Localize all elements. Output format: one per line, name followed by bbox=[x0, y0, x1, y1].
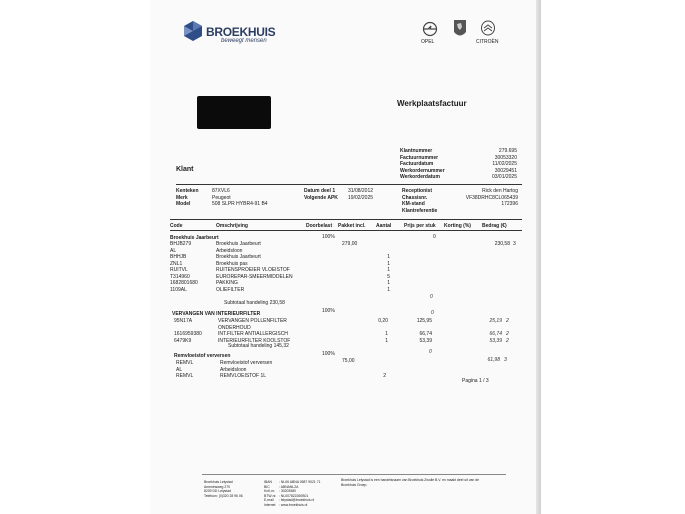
footer-bank-labels bbox=[264, 480, 276, 508]
vehicle-right-value bbox=[442, 208, 518, 215]
vehicle-label: Kenteken bbox=[176, 188, 199, 194]
col-korting: Korting (%) bbox=[444, 223, 471, 229]
meta-value: 11/02/2025 bbox=[492, 161, 517, 167]
divider bbox=[170, 219, 522, 220]
footer-address bbox=[204, 480, 243, 498]
footer-bank-label: Internet bbox=[264, 502, 276, 507]
vehicle-date-value: 31/08/2012 bbox=[348, 188, 374, 194]
vehicle-right-label: Receptionist bbox=[402, 188, 433, 194]
row-aantal: 1 bbox=[387, 254, 390, 260]
row-code: BHHJB bbox=[170, 254, 187, 260]
row-desc: INTERIEURFILTER KOOLSTOF bbox=[218, 337, 291, 344]
vehicle-right-value: Rick den Hartog bbox=[482, 188, 518, 194]
col-prijs: Prijs per stuk bbox=[404, 223, 436, 229]
row-desc: Broekhuis pas bbox=[216, 260, 248, 267]
row-bedrag: 53,39 bbox=[489, 337, 502, 344]
row-code: REMVL bbox=[176, 360, 194, 366]
row-code: AL bbox=[170, 247, 177, 254]
row-aantal: 2 bbox=[383, 373, 386, 379]
invoice-page bbox=[150, 0, 540, 514]
row-code: BHJB279 bbox=[170, 241, 192, 247]
footer-bank-value: : ABNANL2A bbox=[279, 484, 299, 489]
row-aantal: 0,20 bbox=[378, 318, 388, 324]
col-code: Code bbox=[170, 223, 183, 229]
row-flag: 2 bbox=[506, 318, 509, 324]
meta-label: Factuurnummer bbox=[400, 154, 439, 161]
opel-logo-icon bbox=[422, 21, 438, 37]
meta-value: 30053320 bbox=[494, 154, 517, 161]
section-codes bbox=[176, 360, 193, 380]
invoice-meta-labels bbox=[400, 148, 445, 181]
vehicle-date-label: Datum deel 1 bbox=[304, 188, 336, 194]
scan-edge bbox=[536, 0, 541, 514]
opel-label: OPEL bbox=[421, 39, 435, 45]
col-bedrag: Bedrag (€) bbox=[482, 223, 507, 229]
footer-bank-label: BIC bbox=[264, 484, 270, 489]
row-code: AL bbox=[176, 366, 183, 373]
brand-name: BROEKHUIS bbox=[206, 25, 276, 39]
footer-bank-value: : www.broekhuis.nl bbox=[279, 502, 308, 507]
section-descriptions bbox=[216, 241, 293, 293]
section-descriptions bbox=[218, 318, 290, 344]
row-desc: OLIEFILTER bbox=[216, 286, 245, 293]
row-aantal: 1 bbox=[385, 331, 388, 337]
section-korting: 0 bbox=[431, 310, 434, 316]
row-aantal: 1 bbox=[387, 286, 390, 293]
footer-bank-label: KvK-nr. bbox=[264, 489, 276, 494]
citroen-label: CITROËN bbox=[476, 39, 499, 45]
vehicle-value: 87XVL6 bbox=[212, 188, 230, 194]
vehicle-right-values bbox=[442, 188, 518, 214]
row-flag: 2 bbox=[506, 337, 509, 344]
vehicle-right-label: Chassisnr. bbox=[402, 194, 428, 201]
vehicle-right-value: VF38DRHC8CL065439 bbox=[465, 194, 518, 201]
row-aantal: 5 bbox=[387, 273, 390, 280]
meta-label: Werkorderdatum bbox=[400, 174, 440, 180]
row-prijs: 53,39 bbox=[419, 337, 432, 344]
col-aantal: Aantal bbox=[376, 223, 392, 229]
row-prijs: 125,95 bbox=[416, 318, 432, 324]
vehicle-date-values bbox=[348, 188, 373, 201]
footer-address-line: Ameninsweg 270 bbox=[204, 484, 231, 489]
vehicle-right-label: KM-stand bbox=[402, 201, 425, 207]
footer-bank-label: BTW-nr. bbox=[264, 493, 277, 498]
row-desc: Arbeidsloon bbox=[216, 247, 243, 254]
row-bedrag: 66,74 bbox=[489, 331, 502, 337]
section-doorbelast: 100% bbox=[322, 308, 335, 314]
row-flag: 3 bbox=[513, 241, 516, 247]
row-aantal: 1 bbox=[387, 260, 390, 267]
klant-label: Klant bbox=[176, 166, 194, 173]
section-aantal bbox=[370, 318, 388, 344]
section-korting: 0 bbox=[433, 234, 436, 240]
section-codes bbox=[170, 241, 198, 293]
meta-label: Werkordernummer bbox=[400, 167, 445, 174]
row-code: 1616959380 bbox=[174, 331, 202, 337]
vehicle-values bbox=[212, 188, 268, 208]
broekhuis-logo-icon bbox=[182, 20, 204, 42]
meta-value: 279.695 bbox=[498, 148, 517, 154]
vehicle-right-value: 172396 bbox=[501, 201, 518, 207]
meta-value: 30029451 bbox=[494, 167, 517, 174]
section-subtotal: Subtotaal handeling 145,32 bbox=[228, 343, 289, 349]
vehicle-date-value: 19/02/2025 bbox=[348, 194, 374, 201]
row-code: T314960 bbox=[170, 273, 190, 280]
row-bedrag: 61,98 bbox=[487, 357, 500, 363]
vehicle-labels bbox=[176, 188, 199, 208]
section-flags bbox=[506, 318, 509, 344]
section-aantal bbox=[376, 360, 386, 380]
row-desc: Remvloeistof verversen bbox=[220, 360, 273, 366]
row-desc: Broekhuis Jaarbeurt bbox=[216, 241, 261, 247]
vehicle-date-label: Volgende APK bbox=[304, 194, 338, 201]
row-bedrag: 230,58 bbox=[494, 241, 510, 247]
section-header: Broekhuis Jaarbeurt bbox=[170, 235, 219, 241]
section-prijs bbox=[404, 318, 432, 344]
meta-label: Factuurdatum bbox=[400, 161, 434, 167]
footer-address-line: 8239 DD Lelystad bbox=[204, 489, 231, 494]
peugeot-logo-icon bbox=[452, 18, 468, 40]
footer-bank-value: : lelystad@broekhuis.nl bbox=[279, 498, 315, 503]
vehicle-value: Peugeot bbox=[212, 194, 231, 201]
brand-tagline: beweegt mensen bbox=[221, 38, 267, 44]
invoice-meta-values bbox=[470, 148, 517, 181]
invoice-title: Werkplaatsfactuur bbox=[397, 99, 467, 108]
col-omschrijving: Omschrijving bbox=[216, 223, 248, 229]
section-korting: 0 bbox=[429, 349, 432, 355]
section-descriptions bbox=[220, 360, 272, 380]
footer-bank-label: IBAN bbox=[264, 480, 272, 484]
footer-bank-value: : NL007822260B01 bbox=[279, 493, 309, 498]
row-flag: 2 bbox=[506, 331, 509, 337]
vehicle-value: 508 SLPR HYBR4-91 B4 bbox=[212, 201, 268, 207]
section-header: VERVANGEN VAN INTERIEURFILTER bbox=[172, 311, 261, 317]
row-desc: REMVLOEISTOF 1L bbox=[220, 373, 267, 379]
footer-bank-value: : NL06 ABNA 0587 9021 71 bbox=[279, 480, 321, 484]
section-subtotal: Subtotaal handeling 230,58 bbox=[224, 300, 285, 306]
section-korting-mark: 0 bbox=[430, 294, 433, 300]
footer-address-line: Telefoon: (0)320 28 96 06 bbox=[204, 493, 243, 498]
row-pakket: 75,00 bbox=[342, 358, 355, 364]
row-desc: Arbeidsloon bbox=[220, 366, 247, 373]
citroen-logo-icon bbox=[480, 20, 496, 36]
meta-label: Klantnummer bbox=[400, 148, 433, 154]
row-pakket: 279,00 bbox=[342, 241, 358, 247]
footer-address-line: Broekhuis Leiystad bbox=[204, 480, 233, 484]
meta-value: 03/01/2025 bbox=[491, 174, 517, 180]
col-pakket: Pakket incl. bbox=[338, 223, 366, 229]
row-desc: EUROREPAR-SMEERMIDDELEN bbox=[216, 273, 293, 280]
row-desc: INT.FILTER ANTIALLERGISCH bbox=[218, 331, 288, 337]
vehicle-right-label: Klantreferentie bbox=[402, 207, 438, 214]
vehicle-label: Merk bbox=[176, 194, 188, 201]
row-code: 95N17A bbox=[174, 318, 193, 324]
section-doorbelast: 100% bbox=[322, 351, 335, 357]
row-aantal: 1 bbox=[385, 337, 388, 344]
section-doorbelast: 100% bbox=[322, 234, 335, 240]
row-prijs: 66,74 bbox=[419, 331, 432, 337]
row-desc: VERVANGEN POLLENFILTER bbox=[218, 318, 287, 324]
footer-divider bbox=[202, 474, 506, 475]
section-header: Remvloeistof verversen bbox=[174, 353, 231, 359]
row-desc: PAKKING bbox=[216, 280, 238, 286]
footer-bank-label: E-mail bbox=[264, 498, 274, 503]
row-desc: ONDERHOUD bbox=[218, 324, 251, 331]
redacted-address bbox=[197, 96, 271, 129]
section-bedrag bbox=[468, 318, 502, 344]
row-flag: 3 bbox=[504, 357, 507, 363]
vehicle-date-labels bbox=[304, 188, 338, 201]
section-aantal bbox=[376, 241, 390, 293]
divider bbox=[176, 184, 522, 185]
row-code: ZNL1 bbox=[170, 260, 183, 267]
vehicle-right-labels bbox=[402, 188, 437, 214]
footer-note: Broekhuis Lelystad is een handelsnaam van Broekhuis Zwolle B.V. en maakt deel uit van de Broekhuis Groep. bbox=[341, 478, 480, 487]
footer-bank-value: : 30203580 bbox=[279, 489, 296, 494]
row-code: RUITVL bbox=[170, 267, 188, 273]
page-number: Pagina 1 / 3 bbox=[462, 378, 489, 384]
row-bedrag: 25,19 bbox=[489, 318, 502, 324]
section-codes bbox=[174, 318, 202, 344]
vehicle-label: Model bbox=[176, 201, 191, 207]
row-code: 1109AL bbox=[170, 286, 187, 293]
row-aantal: 1 bbox=[387, 267, 390, 273]
divider bbox=[170, 230, 522, 231]
col-doorbelast: Doorbelast bbox=[306, 223, 333, 229]
row-code: 1682801680 bbox=[170, 280, 198, 286]
row-desc: Broekhuis Jaarbeurt bbox=[216, 254, 261, 260]
footer-bank-values bbox=[279, 480, 320, 508]
row-code: 6479K9 bbox=[174, 337, 192, 344]
row-code: REMVL bbox=[176, 373, 194, 379]
row-desc: RUITENSPROEIER VLOEISTOF bbox=[216, 267, 290, 273]
row-aantal: 1 bbox=[387, 280, 390, 286]
